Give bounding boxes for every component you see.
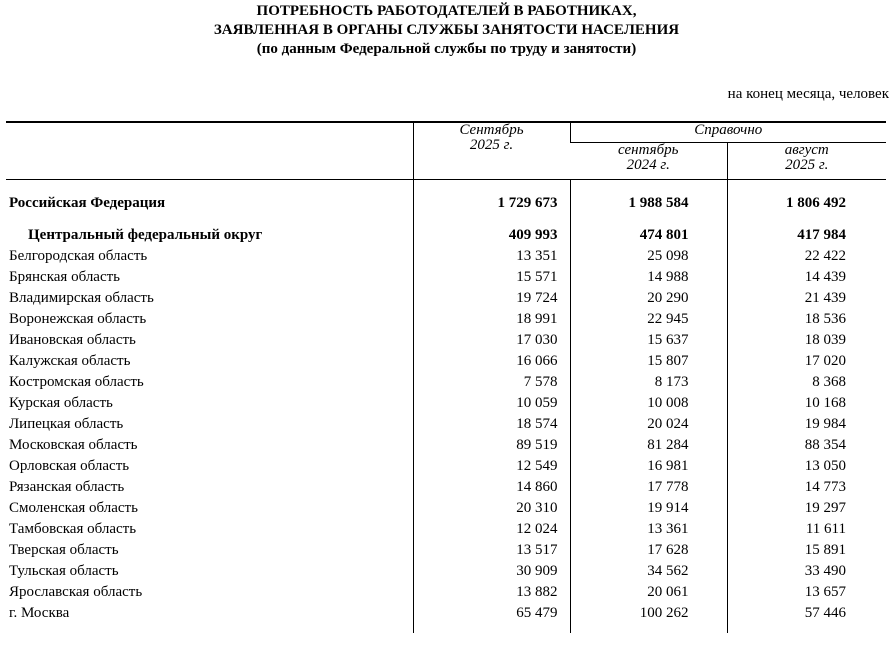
value-sep-2024: 17 778: [570, 477, 727, 498]
value-sep-2025: 1 729 673: [413, 180, 570, 217]
table-row: [6, 477, 886, 498]
title-line-1: ПОТРЕБНОСТЬ РАБОТОДАТЕЛЕЙ В РАБОТНИКАХ,: [256, 3, 637, 19]
value-aug-2025: 57 446: [727, 603, 886, 624]
table-row: [6, 393, 886, 414]
region-name: Смоленская область: [9, 500, 138, 516]
region-name: г. Москва: [9, 605, 70, 621]
table-row: [6, 582, 886, 603]
region-name: Тульская область: [9, 563, 119, 579]
region-name: Тамбовская область: [9, 521, 137, 537]
region-name: Московская область: [9, 437, 138, 453]
table-row: [6, 372, 886, 393]
value-aug-2025: 10 168: [727, 393, 886, 414]
table-row: [6, 561, 886, 582]
value-sep-2024: 474 801: [570, 216, 727, 246]
vacancies-table: [6, 121, 886, 633]
value-sep-2024: 8 173: [570, 372, 727, 393]
value-sep-2024: 16 981: [570, 456, 727, 477]
value-sep-2025: 15 571: [413, 267, 570, 288]
value-sep-2025: 19 724: [413, 288, 570, 309]
value-sep-2024: 17 628: [570, 540, 727, 561]
table-row: [6, 330, 886, 351]
column-header-sep-2025: Сентябрь 2025 г.: [413, 122, 570, 179]
value-aug-2025: 8 368: [727, 372, 886, 393]
region-name: Рязанская область: [9, 479, 125, 495]
value-sep-2025: 65 479: [413, 603, 570, 624]
table-spacer-row: [6, 624, 886, 633]
column-header-sep-2024: сентябрь 2024 г.: [618, 142, 679, 173]
table-row: [6, 540, 886, 561]
value-sep-2024: 20 061: [570, 582, 727, 603]
value-aug-2025: 88 354: [727, 435, 886, 456]
value-aug-2025: 22 422: [727, 246, 886, 267]
table-row: [6, 309, 886, 330]
value-sep-2025: 18 991: [413, 309, 570, 330]
value-sep-2024: 13 361: [570, 519, 727, 540]
value-sep-2024: 20 290: [570, 288, 727, 309]
value-sep-2025: 30 909: [413, 561, 570, 582]
value-sep-2024: 20 024: [570, 414, 727, 435]
region-name: Брянская область: [9, 269, 121, 285]
value-sep-2025: 89 519: [413, 435, 570, 456]
value-sep-2025: 12 024: [413, 519, 570, 540]
value-sep-2025: 12 549: [413, 456, 570, 477]
value-aug-2025: 417 984: [727, 216, 886, 246]
table-row: [6, 603, 886, 624]
value-sep-2025: 10 059: [413, 393, 570, 414]
table-row-central-district: [6, 216, 886, 246]
table-row-russian-federation: [6, 180, 886, 217]
region-name: Калужская область: [9, 353, 131, 369]
region-name: Ярославская область: [9, 584, 143, 600]
value-aug-2025: 1 806 492: [727, 180, 886, 217]
value-aug-2025: 33 490: [727, 561, 886, 582]
value-sep-2024: 100 262: [570, 603, 727, 624]
value-aug-2025: 18 536: [727, 309, 886, 330]
table-row: [6, 498, 886, 519]
value-aug-2025: 13 050: [727, 456, 886, 477]
value-aug-2025: 14 439: [727, 267, 886, 288]
table-row: [6, 351, 886, 372]
value-aug-2025: 21 439: [727, 288, 886, 309]
value-sep-2025: 409 993: [413, 216, 570, 246]
value-sep-2024: 10 008: [570, 393, 727, 414]
value-sep-2025: 13 882: [413, 582, 570, 603]
region-name: Липецкая область: [9, 416, 124, 432]
value-sep-2025: 13 351: [413, 246, 570, 267]
value-aug-2025: 15 891: [727, 540, 886, 561]
column-header-reference: Справочно: [570, 122, 886, 143]
value-aug-2025: 17 020: [727, 351, 886, 372]
table-row: [6, 435, 886, 456]
value-sep-2024: 1 988 584: [570, 180, 727, 217]
value-sep-2025: 14 860: [413, 477, 570, 498]
column-header-aug-2025: август 2025 г.: [727, 143, 886, 180]
report-title: [0, 2, 893, 59]
value-aug-2025: 14 773: [727, 477, 886, 498]
value-sep-2025: 16 066: [413, 351, 570, 372]
table-row: [6, 246, 886, 267]
value-sep-2025: 18 574: [413, 414, 570, 435]
region-name: Воронежская область: [9, 311, 147, 327]
table-row: [6, 414, 886, 435]
region-name: Тверская область: [9, 542, 119, 558]
unit-note: на конец месяца, человек: [727, 86, 889, 102]
title-line-2: ЗАЯВЛЕННАЯ В ОРГАНЫ СЛУЖБЫ ЗАНЯТОСТИ НАСЕЛЕНИЯ: [213, 22, 680, 38]
value-sep-2024: 15 807: [570, 351, 727, 372]
value-sep-2024: 22 945: [570, 309, 727, 330]
region-name: Курская область: [9, 395, 113, 411]
value-sep-2025: 13 517: [413, 540, 570, 561]
value-aug-2025: 19 297: [727, 498, 886, 519]
table-row: [6, 267, 886, 288]
value-aug-2025: 18 039: [727, 330, 886, 351]
value-aug-2025: 11 611: [727, 519, 886, 540]
value-aug-2025: 19 984: [727, 414, 886, 435]
value-aug-2025: 13 657: [727, 582, 886, 603]
table-row: [6, 456, 886, 477]
region-name: Российская Федерация: [9, 195, 166, 211]
value-sep-2024: 14 988: [570, 267, 727, 288]
region-name: Центральный федеральный округ: [28, 227, 263, 243]
value-sep-2024: 34 562: [570, 561, 727, 582]
value-sep-2024: 15 637: [570, 330, 727, 351]
title-line-3: (по данным Федеральной службы по труду и занятости): [256, 41, 637, 57]
region-name: Ивановская область: [9, 332, 136, 348]
region-name: Орловская область: [9, 458, 130, 474]
region-name: Владимирская область: [9, 290, 154, 306]
region-name: Белгородская область: [9, 248, 148, 264]
table-row: [6, 519, 886, 540]
value-sep-2024: 81 284: [570, 435, 727, 456]
value-sep-2025: 17 030: [413, 330, 570, 351]
table-row: [6, 288, 886, 309]
value-sep-2024: 25 098: [570, 246, 727, 267]
value-sep-2025: 20 310: [413, 498, 570, 519]
value-sep-2025: 7 578: [413, 372, 570, 393]
region-name: Костромская область: [9, 374, 144, 390]
region-column-header: [6, 122, 413, 179]
value-sep-2024: 19 914: [570, 498, 727, 519]
